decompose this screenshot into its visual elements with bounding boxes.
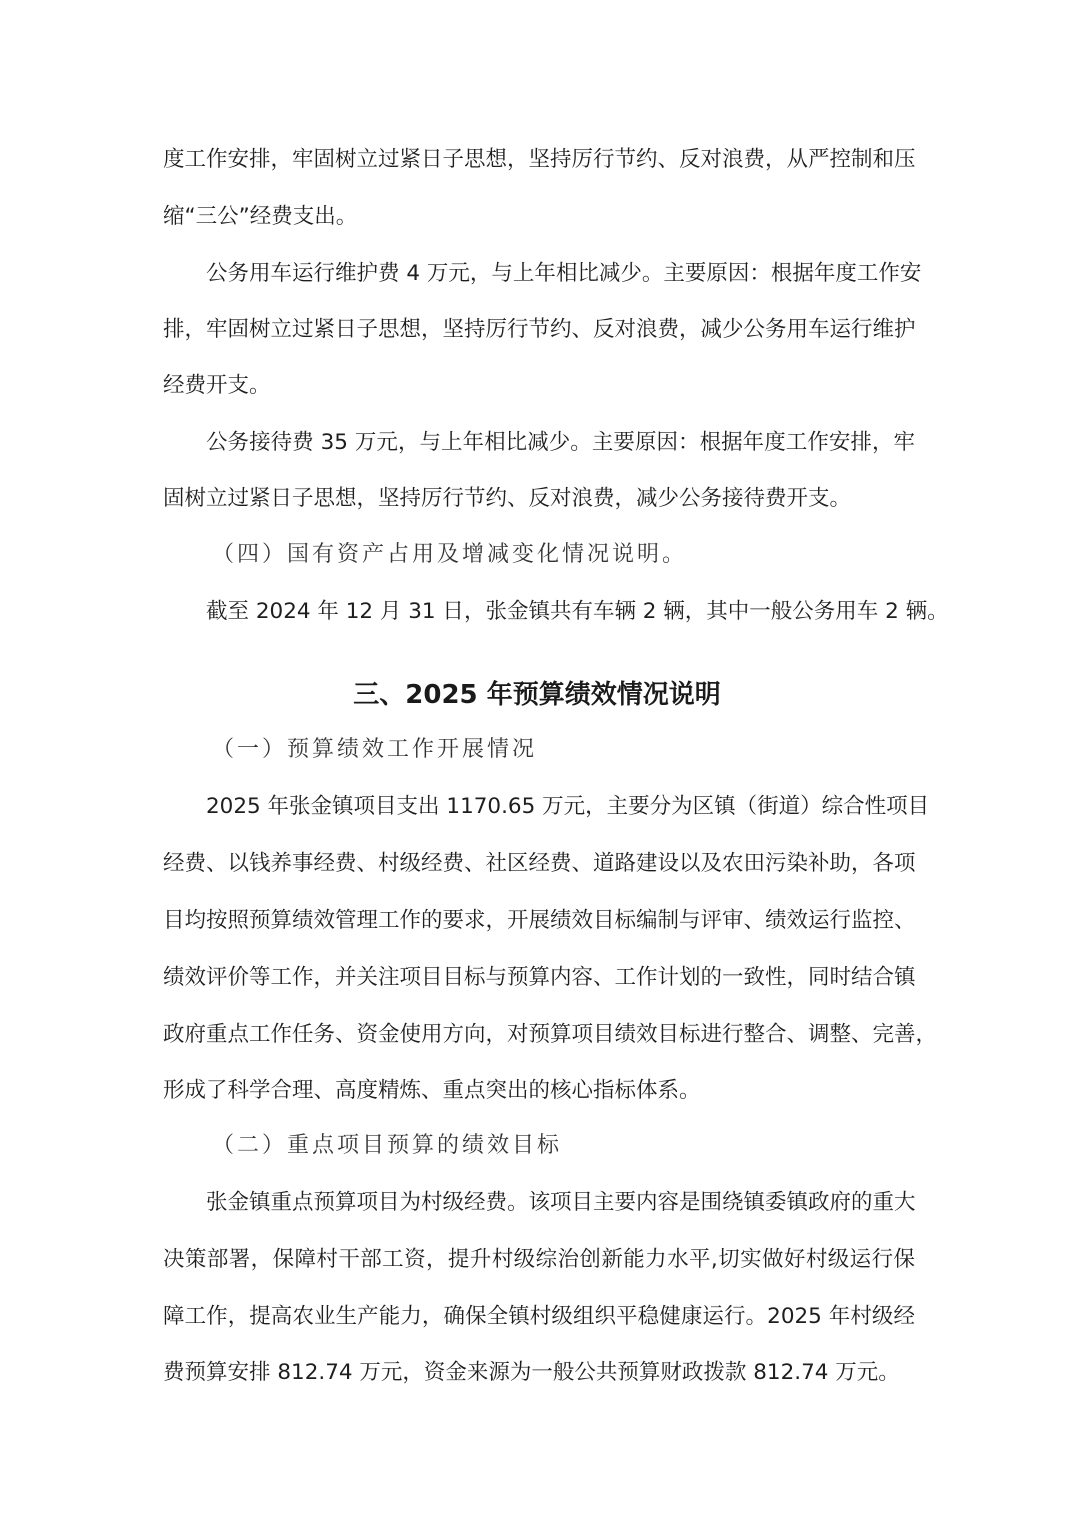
paragraph-line: 目均按照预算绩效管理工作的要求，开展绩效目标编制与评审、绩效运行监控、 (163, 908, 916, 933)
paragraph-line: 经费、以钱养事经费、村级经费、社区经费、道路建设以及农田污染补助，各项 (163, 851, 916, 876)
paragraph-line: 障工作，提高农业生产能力，确保全镇村级组织平稳健康运行。2025 年村级经 (163, 1304, 915, 1329)
section-heading: 三、2025 年预算绩效情况说明 (353, 680, 721, 710)
paragraph-line: 绩效评价等工作，并关注项目目标与预算内容、工作计划的一致性，同时结合镇 (163, 965, 916, 990)
paragraph-line: 形成了科学合理、高度精炼、重点突出的核心指标体系。 (163, 1078, 701, 1103)
paragraph-line: 度工作安排，牢固树立过紧日子思想，坚持厉行节约、反对浪费，从严控制和压 (163, 147, 916, 172)
paragraph-line: 经费开支。 (163, 373, 271, 398)
subheading-key-project: （二）重点项目预算的绩效目标 (212, 1133, 563, 1158)
paragraph-line: 张金镇重点预算项目为村级经费。该项目主要内容是围绕镇委镇政府的重大 (206, 1190, 916, 1215)
paragraph-line: 固树立过紧日子思想，坚持厉行节约、反对浪费，减少公务接待费开支。 (163, 486, 852, 511)
paragraph-line: 缩“三公”经费支出。 (163, 204, 358, 229)
subheading-performance-work: （一）预算绩效工作开展情况 (212, 737, 538, 762)
subheading-assets: （四）国有资产占用及增减变化情况说明。 (212, 542, 688, 567)
paragraph-line: 政府重点工作任务、资金使用方向，对预算项目绩效目标进行整合、调整、完善， (163, 1022, 938, 1047)
paragraph-line: 排，牢固树立过紧日子思想，坚持厉行节约、反对浪费，减少公务用车运行维护 (163, 317, 916, 342)
paragraph-line: 公务用车运行维护费 4 万元，与上年相比减少。主要原因：根据年度工作安 (206, 261, 922, 286)
paragraph-line: 公务接待费 35 万元，与上年相比减少。主要原因：根据年度工作安排，牢 (206, 430, 915, 455)
paragraph-line: 决策部署，保障村干部工资，提升村级综治创新能力水平,切实做好村级运行保 (163, 1247, 915, 1272)
paragraph-line: 费预算安排 812.74 万元，资金来源为一般公共预算财政拨款 812.74 万元。 (163, 1360, 900, 1385)
paragraph-line: 截至 2024 年 12 月 31 日，张金镇共有车辆 2 辆，其中一般公务用车 2 辆。 (206, 599, 949, 624)
paragraph-line: 2025 年张金镇项目支出 1170.65 万元，主要分为区镇（街道）综合性项目 (206, 794, 930, 819)
